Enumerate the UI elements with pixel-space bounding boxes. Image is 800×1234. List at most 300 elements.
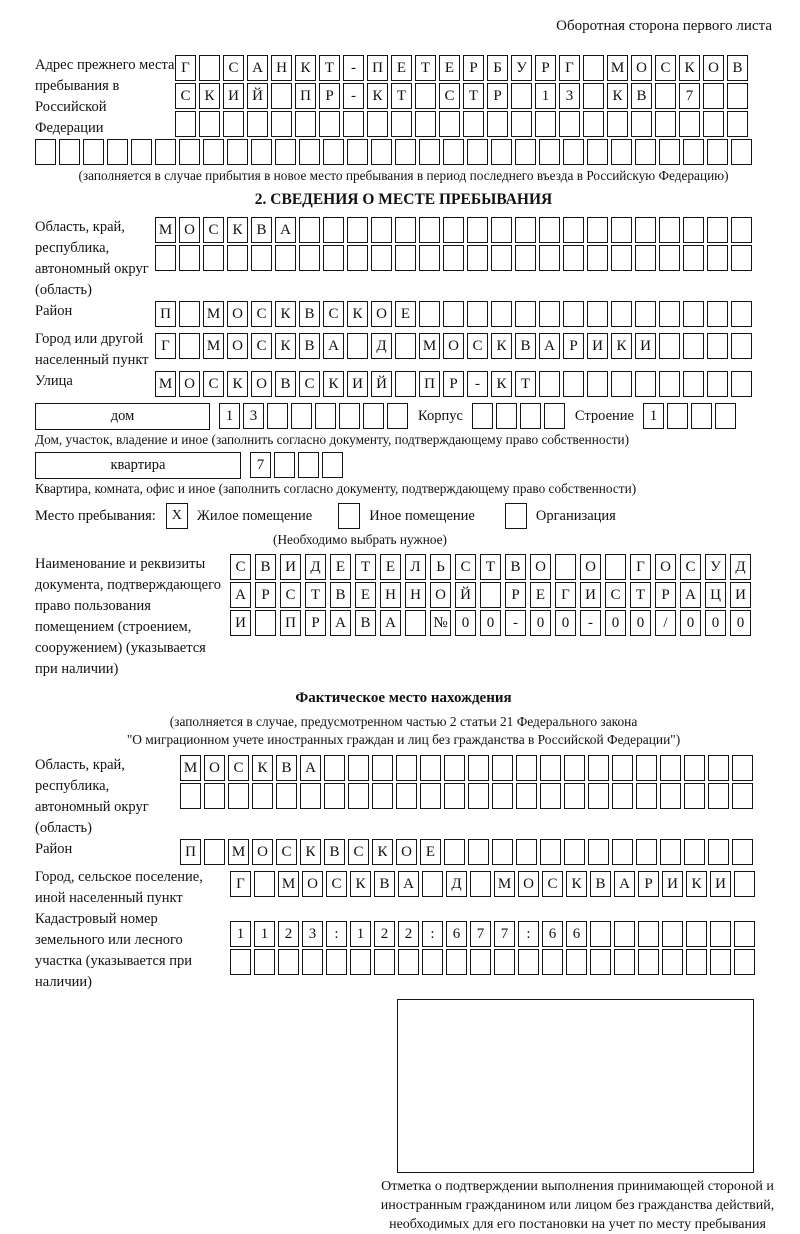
char-cell: М [203,333,224,359]
char-cell [463,111,484,137]
char-cell: Т [391,83,412,109]
char-cell-row [35,139,772,165]
char-cell: О [179,371,200,397]
char-cell: О [655,554,676,580]
char-cell [683,371,704,397]
char-cell [587,301,608,327]
char-cell [472,403,493,429]
char-cell [583,55,604,81]
char-cell [635,139,656,165]
char-cell [300,783,321,809]
char-cell [636,755,657,781]
char-cell: - [343,83,364,109]
char-cell [588,783,609,809]
char-cell [539,301,560,327]
char-cell: П [155,301,176,327]
apartment-row [35,452,772,480]
char-cell: К [275,301,296,327]
char-cell: С [276,839,297,865]
char-cell: К [347,301,368,327]
char-cell: О [530,554,551,580]
char-cell-row [175,111,751,137]
char-cell [636,839,657,865]
char-cell: М [228,839,249,865]
char-cell: Е [380,554,401,580]
char-cell [274,452,295,478]
char-cell [542,949,563,975]
char-cell: Е [439,55,460,81]
char-cell: У [511,55,532,81]
char-cell: О [580,554,601,580]
char-cell: С [542,871,563,897]
char-cell: 1 [350,921,371,947]
char-cell [564,783,585,809]
char-cell [563,245,584,271]
char-cell [254,871,275,897]
char-cell: А [680,582,701,608]
char-cell [540,755,561,781]
char-cell-row [230,871,758,897]
actual-location-note-2: "О миграционном учете иностранных граждан и лиц без гражданства в Российской Федерации") [126,732,681,747]
char-cell [635,371,656,397]
prev-address-cells [175,55,751,139]
char-cell: 0 [605,610,626,636]
char-cell-row [230,554,755,580]
char-cell: И [347,371,368,397]
char-cell [710,921,731,947]
char-cell: 7 [494,921,515,947]
char-cell [515,301,536,327]
char-cell [299,217,320,243]
char-cell: Н [405,582,426,608]
actual-city-row [35,867,772,909]
char-cell: С [251,301,272,327]
char-cell [255,610,276,636]
char-cell: К [252,755,273,781]
char-cell [686,921,707,947]
char-cell: Р [487,83,508,109]
char-cell [491,139,512,165]
char-cell [587,139,608,165]
street-label: Улица [35,373,73,389]
char-cell: О [251,371,272,397]
char-cell: П [180,839,201,865]
char-cell [396,755,417,781]
char-cell [662,921,683,947]
char-cell: В [515,333,536,359]
char-cell [731,333,752,359]
header-note: Оборотная сторона первого листа [556,18,772,34]
char-cell: О [227,333,248,359]
char-cell [659,333,680,359]
char-cell: 0 [630,610,651,636]
char-cell: С [203,217,224,243]
char-cell [271,111,292,137]
doc-cells [230,554,755,638]
char-cell [252,783,273,809]
char-cell [659,217,680,243]
char-cell [588,755,609,781]
char-cell [612,755,633,781]
char-cell [275,245,296,271]
char-cell [516,839,537,865]
char-cell-row [230,582,755,608]
stroenie-label: Строение [574,408,634,424]
actual-district-label: Район [35,841,73,857]
char-cell: О [302,871,323,897]
char-cell [323,217,344,243]
char-cell [367,111,388,137]
char-cell [387,403,408,429]
char-cell [612,839,633,865]
char-cell: В [631,83,652,109]
char-cell: М [203,301,224,327]
char-cell [107,139,128,165]
char-cell [564,839,585,865]
char-cell [587,371,608,397]
char-cell: Т [463,83,484,109]
cadastral-cells [230,921,758,977]
char-cell [683,245,704,271]
char-cell [415,83,436,109]
char-cell [322,452,343,478]
char-cell [348,755,369,781]
char-cell: К [227,217,248,243]
char-cell: Ц [705,582,726,608]
doc-row [35,554,772,680]
char-cell: 1 [254,921,275,947]
house-type-box: дом [35,403,210,430]
char-cell [395,217,416,243]
char-cell: В [299,301,320,327]
char-cell: С [348,839,369,865]
char-cell [511,111,532,137]
char-cell [347,333,368,359]
char-cell: Т [515,371,536,397]
char-cell: Р [505,582,526,608]
char-cell: 3 [559,83,580,109]
char-cell: М [607,55,628,81]
char-cell [635,301,656,327]
char-cell: И [710,871,731,897]
char-cell [180,783,201,809]
char-cell-row [180,839,756,865]
char-cell: В [275,371,296,397]
char-cell [467,301,488,327]
char-cell [732,839,753,865]
char-cell: Е [530,582,551,608]
char-cell [611,301,632,327]
char-cell: 0 [480,610,501,636]
char-cell: В [355,610,376,636]
char-cell [707,301,728,327]
char-cell [662,949,683,975]
char-cell [59,139,80,165]
char-cell [566,949,587,975]
char-cell [227,139,248,165]
char-cell [731,139,752,165]
char-cell [703,83,724,109]
char-cell: О [179,217,200,243]
char-cell: Е [330,554,351,580]
char-cell [204,783,225,809]
char-cell [731,217,752,243]
prev-address-row [35,55,772,139]
char-cell [419,245,440,271]
char-cell [659,139,680,165]
char-cell [611,217,632,243]
char-cell [539,217,560,243]
char-cell [540,783,561,809]
section2-title: 2. СВЕДЕНИЯ О МЕСТЕ ПРЕБЫВАНИЯ [254,191,553,208]
char-cell: М [180,755,201,781]
char-cell [492,755,513,781]
char-cell [230,949,251,975]
char-cell [155,245,176,271]
char-cell [635,217,656,243]
cadastral-row [35,909,772,993]
char-cell: М [155,217,176,243]
char-cell [254,949,275,975]
char-cell: Р [463,55,484,81]
char-cell [391,111,412,137]
char-cell [708,783,729,809]
char-cell [302,949,323,975]
char-cell: Д [305,554,326,580]
char-cell [703,111,724,137]
char-cell: Р [638,871,659,897]
char-cell: О [396,839,417,865]
char-cell: - [505,610,526,636]
char-cell [468,783,489,809]
char-cell: Е [395,301,416,327]
region-cells [155,217,755,273]
char-cell [422,871,443,897]
char-cell: С [655,55,676,81]
char-cell: Г [559,55,580,81]
char-cell: С [175,83,196,109]
char-cell: К [323,371,344,397]
char-cell [372,783,393,809]
char-cell: В [255,554,276,580]
char-cell: С [280,582,301,608]
char-cell [660,755,681,781]
char-cell: С [326,871,347,897]
actual-location-title: Фактическое место нахождения [295,690,512,706]
char-cell [420,755,441,781]
char-cell-row [219,403,411,429]
char-cell: Р [563,333,584,359]
char-cell: С [203,371,224,397]
char-cell: С [455,554,476,580]
char-cell: С [228,755,249,781]
char-cell [539,245,560,271]
actual-district-row [35,839,772,867]
char-cell: С [605,582,626,608]
char-cell: А [230,582,251,608]
char-cell [734,871,755,897]
char-cell: К [491,333,512,359]
char-cell: Н [271,55,292,81]
char-cell [659,371,680,397]
char-cell [587,217,608,243]
char-cell [734,949,755,975]
char-cell: А [275,217,296,243]
char-cell [638,949,659,975]
char-cell-row [472,403,568,429]
char-cell [683,333,704,359]
char-cell: А [247,55,268,81]
char-cell: : [422,921,443,947]
char-cell [494,949,515,975]
char-cell [684,783,705,809]
char-cell: 7 [250,452,271,478]
char-cell [343,111,364,137]
char-cell [299,245,320,271]
char-cell: Д [730,554,751,580]
char-cell [638,921,659,947]
char-cell: П [280,610,301,636]
char-cell: К [295,55,316,81]
char-cell: 0 [730,610,751,636]
char-cell [179,301,200,327]
char-cell [395,245,416,271]
char-cell [588,839,609,865]
char-cell [614,921,635,947]
char-cell: Г [630,554,651,580]
char-cell [491,245,512,271]
char-cell: Г [175,55,196,81]
char-cell: В [505,554,526,580]
char-cell [291,403,312,429]
char-cell: 6 [566,921,587,947]
char-cell [559,111,580,137]
stamp-box [397,999,754,1173]
char-cell [491,217,512,243]
char-cell [590,949,611,975]
char-cell: И [230,610,251,636]
street-row [35,371,772,399]
char-cell: С [323,301,344,327]
stamp-caption: Отметка о подтверждении выполнения принимающей стороной и иностранным гражданином или лицом без гражданства действий, необходимых для его постановки на учет по месту пребывания [380,1179,775,1232]
char-cell [339,403,360,429]
char-cell: Г [155,333,176,359]
char-cell: - [580,610,601,636]
char-cell [515,245,536,271]
char-cell-row [155,371,755,397]
char-cell [540,839,561,865]
char-cell [636,783,657,809]
char-cell [667,403,688,429]
char-cell: О [518,871,539,897]
char-cell [659,301,680,327]
char-cell [251,139,272,165]
char-cell: Ь [430,554,451,580]
char-cell [444,783,465,809]
apartment-type-box: квартира [35,452,241,479]
char-cell-row [155,217,755,243]
char-cell: 2 [278,921,299,947]
char-cell: О [371,301,392,327]
char-cell-row [250,452,346,478]
char-cell [707,139,728,165]
char-cell: О [227,301,248,327]
char-cell: Г [230,871,251,897]
char-cell-row [230,610,755,636]
char-cell: П [419,371,440,397]
char-cell [276,783,297,809]
stay-type-label: Место пребывания: [35,507,156,524]
apartment-note: Квартира, комната, офис и иное (заполнить согласно документу, подтверждающему право собственности) [35,481,637,496]
prev-address-label: Адрес прежнего места пребывания в Российской Федерации [35,57,175,136]
char-cell: № [430,610,451,636]
char-cell: Т [355,554,376,580]
char-cell [395,333,416,359]
char-cell [732,755,753,781]
char-cell [323,245,344,271]
char-cell [443,139,464,165]
char-cell: - [467,371,488,397]
char-cell [324,755,345,781]
char-cell: И [587,333,608,359]
char-cell: К [275,333,296,359]
char-cell [683,301,704,327]
char-cell-row [155,333,755,359]
char-cell [612,783,633,809]
char-cell [347,139,368,165]
char-cell [614,949,635,975]
char-cell [707,333,728,359]
stay-type-checkbox-organization [505,503,527,529]
char-cell [516,783,537,809]
char-cell [319,111,340,137]
char-cell [707,371,728,397]
char-cell: С [299,371,320,397]
char-cell: / [655,610,676,636]
char-cell: 0 [705,610,726,636]
char-cell: И [635,333,656,359]
char-cell [295,111,316,137]
char-cell: М [278,871,299,897]
char-cell: А [539,333,560,359]
char-cell [470,871,491,897]
char-cell: К [491,371,512,397]
char-cell [679,111,700,137]
char-cell: К [227,371,248,397]
char-cell [511,83,532,109]
char-cell [372,755,393,781]
char-cell [324,783,345,809]
char-cell [611,371,632,397]
char-cell: Д [371,333,392,359]
char-cell: М [494,871,515,897]
char-cell: О [204,755,225,781]
char-cell [179,333,200,359]
char-cell: К [300,839,321,865]
char-cell: С [680,554,701,580]
char-cell-row [230,921,758,947]
char-cell: Й [455,582,476,608]
stay-type-checkbox-other [338,503,360,529]
char-cell [707,245,728,271]
char-cell: Е [420,839,441,865]
cadastral-label: Кадастровый номер земельного или лесного участка (указывается при наличии) [35,911,192,990]
char-cell [655,83,676,109]
char-cell [708,755,729,781]
char-cell [199,111,220,137]
char-cell [590,921,611,947]
char-cell [539,371,560,397]
